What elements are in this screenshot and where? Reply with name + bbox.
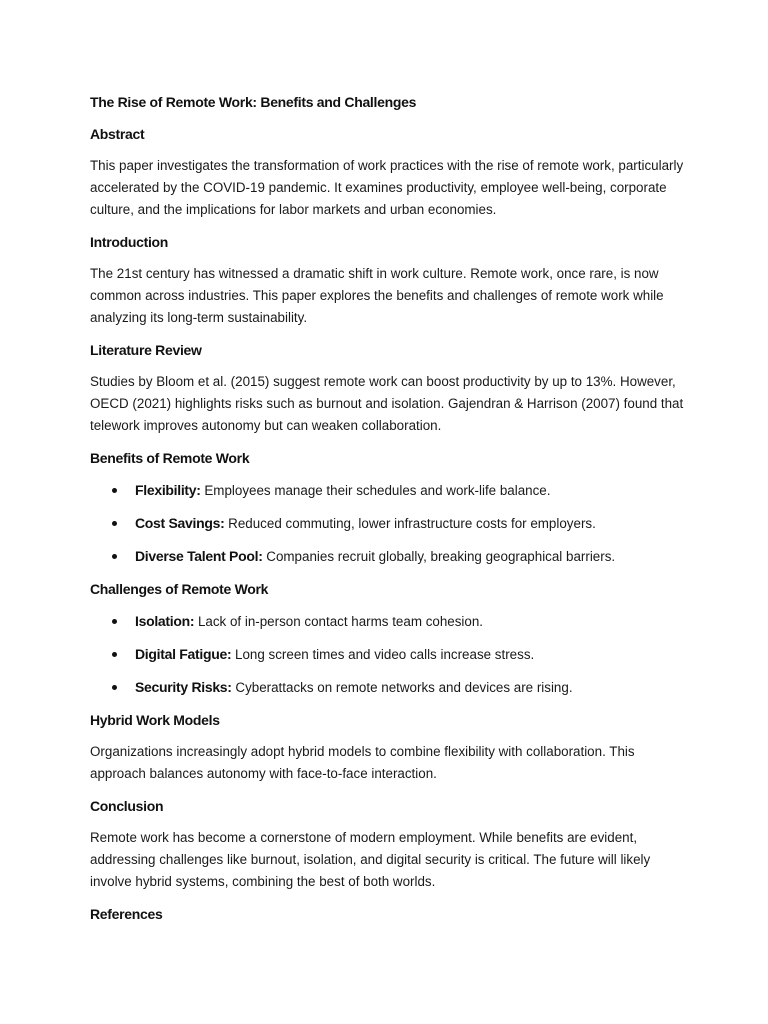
bullet-icon xyxy=(112,652,117,657)
list-item-text: Companies recruit globally, breaking geographical barriers. xyxy=(262,549,616,564)
introduction-text: The 21st century has witnessed a dramatic shift in work culture. Remote work, once rare, is now common across industries. This paper explores the benefits and challenges of remote work while analyzing its long-term sustainability. xyxy=(90,266,664,325)
introduction-heading: Introduction xyxy=(90,234,169,250)
list-item-text: Cyberattacks on remote networks and devices are rising. xyxy=(231,680,573,695)
abstract-heading: Abstract xyxy=(90,126,145,142)
list-item-term: Flexibility: xyxy=(135,482,201,498)
list-item-text: Lack of in-person contact harms team cohesion. xyxy=(194,614,484,629)
bullet-icon xyxy=(112,685,117,690)
bullet-icon xyxy=(112,488,117,493)
list-item xyxy=(90,545,690,568)
list-item-term: Diverse Talent Pool: xyxy=(135,548,263,564)
list-item-term: Digital Fatigue: xyxy=(135,646,232,662)
abstract-text: This paper investigates the transformation of work practices with the rise of remote work, particularly accelerated by the COVID-19 pandemic. It examines productivity, employee well-being, corporate culture, and the implications for labor markets and urban economies. xyxy=(90,158,684,217)
list-item-text: Reduced commuting, lower infrastructure costs for employers. xyxy=(224,516,596,531)
literature-review-text: Studies by Bloom et al. (2015) suggest remote work can boost productivity by up to 13%. However, OECD (2021) highlights risks such as burnout and isolation. Gajendran & Harrison (2007) found that telework improves autonomy but can weaken collaboration. xyxy=(90,374,684,433)
hybrid-text: Organizations increasingly adopt hybrid models to combine flexibility with collaboration. This approach balances autonomy with face-to-face interaction. xyxy=(90,744,635,781)
benefits-list xyxy=(90,479,690,568)
bullet-icon xyxy=(112,521,117,526)
bullet-icon xyxy=(112,619,117,624)
list-item xyxy=(90,512,690,535)
challenges-list xyxy=(90,610,690,699)
hybrid-heading: Hybrid Work Models xyxy=(90,712,220,728)
references-heading: References xyxy=(90,906,163,922)
list-item-term: Security Risks: xyxy=(135,679,232,695)
list-item-term: Cost Savings: xyxy=(135,515,225,531)
document-page xyxy=(90,91,690,935)
list-item-text: Long screen times and video calls increase stress. xyxy=(231,647,535,662)
list-item xyxy=(90,676,690,699)
literature-review-heading: Literature Review xyxy=(90,342,202,358)
list-item-text: Employees manage their schedules and work-life balance. xyxy=(200,483,551,498)
conclusion-heading: Conclusion xyxy=(90,798,164,814)
document-title: The Rise of Remote Work: Benefits and Challenges xyxy=(90,94,417,110)
list-item xyxy=(90,643,690,666)
challenges-heading: Challenges of Remote Work xyxy=(90,581,269,597)
list-item xyxy=(90,479,690,502)
benefits-heading: Benefits of Remote Work xyxy=(90,450,250,466)
conclusion-text: Remote work has become a cornerstone of modern employment. While benefits are evident, addressing challenges like burnout, isolation, and digital security is critical. The future will likely involve hybrid systems, combining the best of both worlds. xyxy=(90,830,651,889)
list-item-term: Isolation: xyxy=(135,613,195,629)
list-item xyxy=(90,610,690,633)
bullet-icon xyxy=(112,554,117,559)
